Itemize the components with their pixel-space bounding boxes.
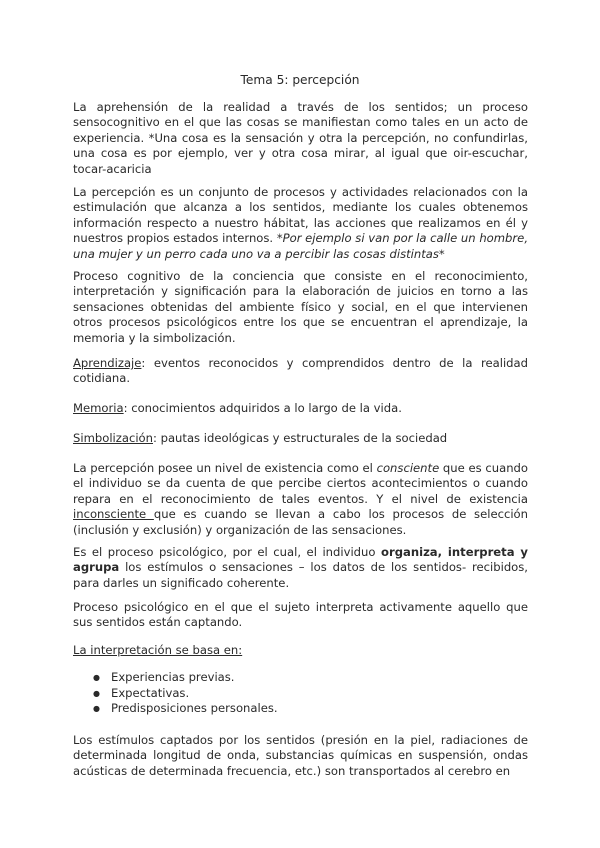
list-item: ● Experiencias previas. <box>93 670 278 686</box>
paragraph-cognitive-text: Proceso cognitivo de la conciencia que consiste en el reconocimiento, interpretación y significación para la elaboración de juicios en torno a las sensaciones obtenidas del ambiente físico y social, en el que intervienen otros procesos psicológicos entre los que se encuentran el aprendizaje, la memoria y la simbolización. <box>73 269 528 345</box>
stimuli-text: Los estímulos captados por los sentidos (presión en la piel, radiaciones de determinada longitud de onda, substancias químicas en suspensión, ondas acústicas de determinada frecuencia, etc.) son transportados al cerebro en <box>73 733 528 778</box>
item-memoria <box>73 401 528 416</box>
interpretation-list <box>73 670 278 717</box>
document-title: Tema 5: percepción <box>240 73 360 87</box>
interpretation-text: Proceso psicológico en el que el sujeto interpreta activamente aquello que sus sentidos están captando. <box>73 600 528 630</box>
psych-text-bold: organiza, interpreta y agrupa <box>73 545 528 575</box>
item-aprendizaje <box>73 356 528 387</box>
item-simbolizacion <box>73 431 528 446</box>
levels-text-c: que es cuando el individuo se da cuenta de que percibe ciertos acontecimientos o cuando repara en el reconocimiento de tales eventos. Y el nivel de existencia <box>73 461 528 506</box>
levels-text-e: que es cuando se llevan a cabo los procesos de selección (inclusión y exclusión) y organización de las sensaciones. <box>73 507 528 537</box>
term-consciente: consciente <box>376 461 440 475</box>
definition-aprendizaje: : eventos reconocidos y comprendidos dentro de la realidad cotidiana. <box>73 356 528 386</box>
interpretation-heading: La interpretación se basa en: <box>73 643 243 657</box>
paragraph-definition-text: La aprehensión de la realidad a través de los sentidos; un proceso sensocognitivo en el que las cosas se manifiestan como tales en un acto de experiencia. *Una cosa es la sensación y otra la percepción, no confundirlas, una cosa es por ejemplo, ver y otra cosa mirar, al igual que oir-escuchar, tocar-acaricia <box>73 100 528 176</box>
paragraph-levels <box>73 461 528 538</box>
paragraph-perception-text: La percepción es un conjunto de procesos y actividades relacionados con la estimulación que alcanza a los sentidos, mediante los cuales obtenemos información respecto a nuestro hábitat, las acciones que realizamos en él y nuestros propios estados internos. <box>73 185 528 246</box>
term-aprendizaje: Aprendizaje <box>73 356 142 370</box>
term-inconsciente: inconsciente <box>73 507 154 522</box>
paragraph-stimuli <box>73 733 528 779</box>
definition-memoria: : conocimientos adquiridos a lo largo de la vida. <box>123 401 402 415</box>
term-simbolizacion: Simbolización <box>73 431 153 445</box>
definition-simbolizacion: : pautas ideológicas y estructurales de la sociedad <box>153 431 448 445</box>
paragraph-perception-processes <box>73 185 528 262</box>
paragraph-psychological-process <box>73 545 528 591</box>
paragraph-cognitive-process <box>73 269 528 346</box>
paragraph-definition <box>73 100 528 177</box>
term-memoria: Memoria <box>73 401 124 415</box>
heading-interpretation <box>73 643 528 658</box>
levels-text-a: La percepción posee un nivel de existencia como el <box>73 461 377 475</box>
list-item: ● Predisposiciones personales. <box>93 701 278 717</box>
list-item: ● Expectativas. <box>93 686 278 702</box>
paragraph-interpretation <box>73 600 528 631</box>
psych-text-a: Es el proceso psicológico, por el cual, el individuo <box>73 545 382 559</box>
psych-text-c: los estímulos o sensaciones – los datos de los sentidos- recibidos, para darles un significado coherente. <box>73 560 528 590</box>
paragraph-perception-example: *Por ejemplo si van por la calle un hombre, una mujer y un perro cada uno va a percibir las cosas distintas* <box>73 231 528 261</box>
